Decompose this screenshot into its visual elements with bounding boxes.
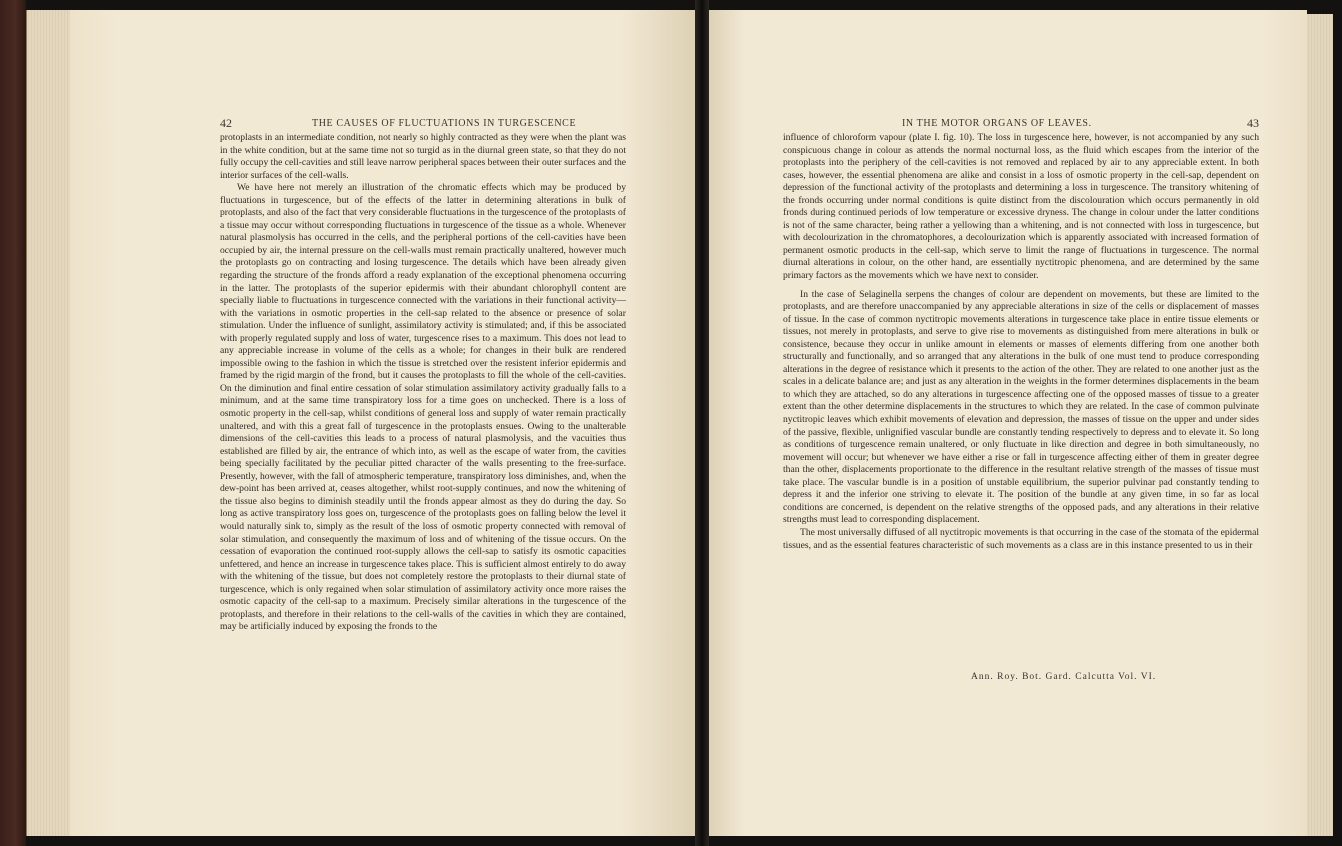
page-number-left: 42	[220, 116, 232, 130]
running-head-left: THE CAUSES OF FLUCTUATIONS IN TURGESCENCE	[312, 118, 577, 129]
right-page-body	[783, 132, 1259, 552]
book-binding	[0, 0, 26, 846]
paragraph: protoplasts in an intermediate condition, not nearly so highly contracted as they were when the plant was in the white condition, but at the same time not so turgid as in the diurnal green state, so that they do not fully occupy the cell-cavities and still leave narrow peripheral spaces between their outer surfaces and the interior surfaces of the cell-walls.	[220, 132, 626, 181]
paragraph: In the case of Selaginella serpens the changes of colour are dependent on movements, but these are limited to the protoplasts, and are therefore unaccompanied by any appreciable alterations in size of the cells or displacement of masses of tissue. In the case of common nyctitropic movements alterations in turgescence take place in entire tissue elements or tissues, not merely in protoplasts, and serve to give rise to movements as distinguished from mere alterations in bulk or consistence, because they occur in unlike amount in elements or masses of elements differing from one another both structurally and functionally, and so arranged that any alterations in the bulk of one must tend to produce corresponding alterations in the degree of resistance which it presents to the action of the other. They are related to one another just as the scales in a delicate balance are; and just as any alteration in the weights in the former determines displacements in the beam to which they are attached, so do any alterations in turgescence affecting one of the opposed masses of tissue to a greater extent than the other determine displacements in the structures to which they are related. In the case of common pulvinate nyctitropic leaves which exhibit movements of elevation and depression, the masses of tissue on the upper and under sides of the passive, flexible, unlignified vascular bundle are constantly tending respectively to depress and to elevate it. So long as conditions of turgescence remain unaltered, or only fluctuate in like direction and degree in both simultaneously, no movement will occur; but whenever we have either a rise or fall in turgescence affecting either of them in greater degree than the other, displacements proportionate to the difference in the resultant relative strength of the masses of tissue must take place. The vascular bundle is in a position of unstable equilibrium, the superior pulvinar pad constantly tending to depress it and the inferior one striving to elevate it. The position of the bundle at any given time, in so far as local conditions are concerned, is dependent on the relative strengths of the opposed pads, and any alterations in their relative strengths must lead to corresponding displacement.	[783, 288, 1259, 526]
paragraph: The most universally diffused of all nyctitropic movements is that occurring in the case of the stomata of the epidermal tissues, and as the essential features characteristic of such movements as a class are in this instance presented to us in their	[783, 526, 1259, 551]
page-edges-left	[26, 10, 71, 836]
left-page-body	[220, 132, 626, 634]
page-number-right: 43	[1247, 116, 1259, 130]
running-head-right: IN THE MOTOR ORGANS OF LEAVES.	[902, 118, 1092, 129]
right-page	[709, 10, 1307, 836]
page-footer: Ann. Roy. Bot. Gard. Calcutta Vol. VI.	[971, 672, 1157, 682]
page-edges-right	[1307, 14, 1333, 836]
book-gutter	[695, 0, 709, 846]
left-page	[70, 10, 695, 836]
paragraph: We have here not merely an illustration of the chromatic effects which may be produced by fluctuations in turgescence, but of the effects of the latter in determining alterations in bulk of protoplasts, and also of the fact that very considerable fluctuations in the turgescence of the protoplasts of a tissue may occur without corresponding fluctuations in turgescence of the tissue as a whole. Whenever natural plasmolysis has occurred in the cells, and the peripheral portions of the cell-cavities have been occupied by air, the internal pressure on the cell-walls must remain practically unaltered, however much the protoplasts go on contracting and losing turgescence. The details which have been already given regarding the structure of the fronds afford a ready explanation of the exceptional phenomena occurring in the latter. The protoplasts of the superior epidermis with their abundant chlorophyll content are specially liable to fluctuations in turgescence connected with the variations in their functional activity—with the variations in osmotic properties in the cell-sap related to the absence or presence of solar stimulation. Under the influence of sunlight, assimilatory activity is stimulated; and, if this be associated with properly regulated supply and loss of water, turgescence rises to a maximum. This does not lead to any appreciable increase in volume of the cells as a whole; for changes in their bulk are rendered impossible owing to the fashion in which the tissue is stretched over the resistent inferior epidermis and framed by the rigid margin of the frond, but it causes the protoplasts to fill the whole of the cell-cavities. On the diminution and final entire cessation of solar stimulation assimilatory activity gradually falls to a minimum, and at the same time transpiratory loss for a time goes on unchecked. There is a loss of osmotic property in the cell-sap, whilst conditions of general loss and supply of water remain practically unaltered, and with this a great fall of turgescence in the protoplasts ensues. Owing to the unalterable dimensions of the cell-cavities this leads to a process of natural plasmolysis, and the vacuities thus established are filled by air, the entrance of which into, as well as the escape of water from, the cavities being specially facilitated by the peculiar pitted character of the walls presenting to the free-surface. Presently, however, with the fall of atmospheric temperature, transpiratory loss diminishes, and, when the dew-point has been arrived at, ceases altogether, whilst root-supply continues, and now the whitening of the tissue also begins to diminish steadily until the fronds appear almost as they do during the day. So long as active transpiratory loss goes on, turgescence of the protoplasts goes on falling below the level it would naturally sink to, simply as the result of the loss of osmotic property connected with removal of solar stimulation, and consequently the maximum of loss and of whitening of the tissue occurs. On the cessation of evaporation the continued root-supply allows the cell-sap to satisfy its osmotic capacities unfettered, and hence an increase in turgescence takes place. This is sufficient almost entirely to do away with the whitening of the tissue, but does not completely restore the protoplasts to their diurnal state of turgescence, which is only regained when solar stimulation of assimilatory activity once more raises the osmotic capacity of the cell-sap to a maximum. Precisely similar alterations in the turgescence of the protoplasts, and therefore in their relations to the cell-walls of the cavities in which they are contained, may be artificially induced by exposing the fronds to the	[220, 182, 626, 633]
paragraph: influence of chloroform vapour (plate I. fig. 10). The loss in turgescence here, however, is not accompanied by any such conspicuous change in colour as attends the normal nocturnal loss, as the fluid which escapes from the interior of the protoplasts into the periphery of the cell-cavities is not removed and replaced by air to any appreciable extent. In both cases, however, the essential phenomena are alike and consist in a loss of osmotic property in the cell-sap, dependent on depression of the functional activity of the protoplasts and determining a loss in turgescence. The transitory whitening of the fronds occurring under normal conditions is quite distinct from the discolouration which occurs permanently in old fronds during continued periods of low temperature or excessive dryness. The change in colour under the latter conditions is not of the same character, being rather a yellowing than a whitening, and is not connected with loss in turgescence, but with decolourization in the chromatophores, a decolourization which is apparently associated with increased formation of permanent osmotic products in the cell-sap, which serve to limit the range of fluctuations in turgescence. The normal diurnal alterations in colour, on the other hand, are essentially nyctitropic phenomena, and are determined by the same primary factors as the movements which we have next to consider.	[783, 132, 1259, 282]
